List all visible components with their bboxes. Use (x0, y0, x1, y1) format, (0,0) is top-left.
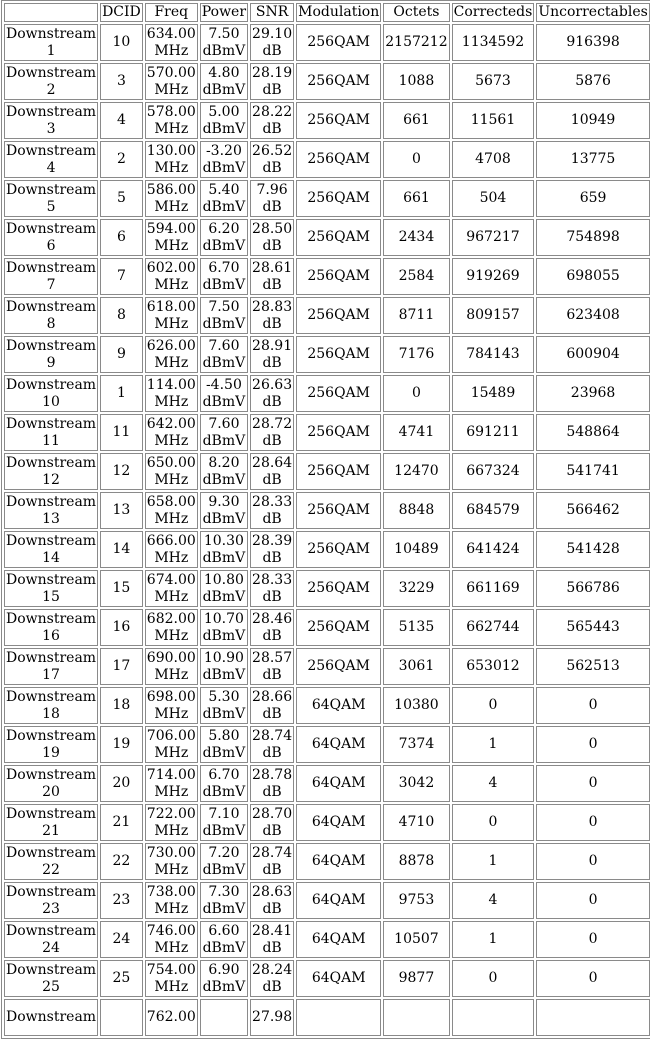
cell-uncorrectables: 566462 (536, 492, 649, 529)
cell-uncorrectables: 0 (536, 921, 649, 958)
cell-dcid: 2 (100, 141, 143, 178)
cell-power: 7.50 dBmV (200, 24, 248, 61)
cell-dcid: 7 (100, 258, 143, 295)
cell-modulation: 256QAM (296, 63, 381, 100)
table-row (4, 63, 650, 100)
cell-dcid: 15 (100, 570, 143, 607)
cell-uncorrectables: 600904 (536, 336, 649, 373)
header-snr: SNR (250, 3, 294, 22)
cell-correcteds: 0 (452, 804, 535, 841)
cell-snr: 28.64 dB (250, 453, 294, 490)
cell-channel-name: Downstream 16 (4, 609, 98, 646)
cell-uncorrectables: 0 (536, 765, 649, 802)
cell-correcteds: 504 (452, 180, 535, 217)
cell-channel-name: Downstream 1 (4, 24, 98, 61)
cell-octets: 4710 (383, 804, 449, 841)
cell-snr: 28.74 dB (250, 843, 294, 880)
cell-correcteds: 0 (452, 687, 535, 724)
cell-octets (383, 999, 449, 1036)
cell-modulation: 256QAM (296, 453, 381, 490)
cell-correcteds: 1 (452, 921, 535, 958)
cell-modulation: 256QAM (296, 258, 381, 295)
cell-octets: 3042 (383, 765, 449, 802)
cell-frequency: 666.00 MHz (145, 531, 198, 568)
cell-power: 7.60 dBmV (200, 414, 248, 451)
cell-snr: 28.33 dB (250, 492, 294, 529)
cell-power: 6.70 dBmV (200, 765, 248, 802)
cell-modulation: 256QAM (296, 102, 381, 139)
cell-correcteds: 653012 (452, 648, 535, 685)
table-row (4, 999, 650, 1036)
cell-octets: 2434 (383, 219, 449, 256)
cell-modulation: 64QAM (296, 882, 381, 919)
header-dcid: DCID (102, 4, 141, 20)
cell-octets: 10380 (383, 687, 449, 724)
cell-channel-name: Downstream 14 (4, 531, 98, 568)
cell-snr: 29.10 dB (250, 24, 294, 61)
cell-dcid: 10 (100, 24, 143, 61)
table-row (4, 921, 650, 958)
table-row (4, 843, 650, 880)
cell-snr: 28.78 dB (250, 765, 294, 802)
cell-uncorrectables: 754898 (536, 219, 649, 256)
cell-channel-name: Downstream 15 (4, 570, 98, 607)
cell-channel-name: Downstream 9 (4, 336, 98, 373)
cell-modulation: 64QAM (296, 765, 381, 802)
table-row (4, 297, 650, 334)
table-row (4, 375, 650, 412)
cell-channel-name: Downstream 6 (4, 219, 98, 256)
cell-uncorrectables: 0 (536, 882, 649, 919)
downstream-channel-table (1, 0, 650, 1039)
cell-octets: 9877 (383, 960, 449, 997)
cell-dcid: 24 (100, 921, 143, 958)
cell-uncorrectables: 0 (536, 726, 649, 763)
cell-octets: 1088 (383, 63, 449, 100)
cell-correcteds: 4708 (452, 141, 535, 178)
cell-frequency: 618.00 MHz (145, 297, 198, 334)
cell-correcteds: 15489 (452, 375, 535, 412)
cell-dcid: 9 (100, 336, 143, 373)
cell-correcteds: 1 (452, 843, 535, 880)
cell-correcteds: 691211 (452, 414, 535, 451)
cell-uncorrectables: 698055 (536, 258, 649, 295)
cell-octets: 0 (383, 375, 449, 412)
cell-frequency: 762.00 (145, 999, 198, 1036)
cell-frequency: 714.00 MHz (145, 765, 198, 802)
cell-uncorrectables: 23968 (536, 375, 649, 412)
cell-correcteds (452, 999, 535, 1036)
cell-dcid: 25 (100, 960, 143, 997)
header-octets: Octets (383, 3, 449, 22)
cell-snr: 28.72 dB (250, 414, 294, 451)
table-row (4, 765, 650, 802)
cell-snr: 28.83 dB (250, 297, 294, 334)
cell-channel-name: Downstream 22 (4, 843, 98, 880)
cell-power: 6.20 dBmV (200, 219, 248, 256)
cell-modulation: 256QAM (296, 24, 381, 61)
cell-power: -3.20 dBmV (200, 141, 248, 178)
cell-frequency: 674.00 MHz (145, 570, 198, 607)
cell-power: 5.40 dBmV (200, 180, 248, 217)
cell-octets: 7176 (383, 336, 449, 373)
cell-uncorrectables: 0 (536, 804, 649, 841)
cell-modulation: 256QAM (296, 492, 381, 529)
cell-modulation: 64QAM (296, 804, 381, 841)
cell-frequency: 594.00 MHz (145, 219, 198, 256)
cell-channel-name: Downstream (4, 999, 98, 1036)
cell-snr: 28.74 dB (250, 726, 294, 763)
cell-frequency: 746.00 MHz (145, 921, 198, 958)
cell-correcteds: 809157 (452, 297, 535, 334)
cell-channel-name: Downstream 11 (4, 414, 98, 451)
cell-dcid: 17 (100, 648, 143, 685)
cell-snr: 28.91 dB (250, 336, 294, 373)
cell-modulation: 256QAM (296, 297, 381, 334)
cell-channel-name: Downstream 3 (4, 102, 98, 139)
cell-snr: 28.61 dB (250, 258, 294, 295)
cell-frequency: 578.00 MHz (145, 102, 198, 139)
cell-frequency: 754.00 MHz (145, 960, 198, 997)
cell-snr: 28.33 dB (250, 570, 294, 607)
cell-modulation: 256QAM (296, 414, 381, 451)
table-row (4, 414, 650, 451)
cell-correcteds: 662744 (452, 609, 535, 646)
cell-channel-name: Downstream 4 (4, 141, 98, 178)
cell-frequency: 730.00 MHz (145, 843, 198, 880)
cell-uncorrectables: 548864 (536, 414, 649, 451)
cell-dcid: 14 (100, 531, 143, 568)
header-power: Power (201, 4, 247, 20)
cell-dcid: 3 (100, 63, 143, 100)
cell-modulation: 256QAM (296, 648, 381, 685)
cell-correcteds: 784143 (452, 336, 535, 373)
cell-frequency: 626.00 MHz (145, 336, 198, 373)
cell-uncorrectables: 916398 (536, 24, 649, 61)
cell-snr: 7.96 dB (250, 180, 294, 217)
cell-power: 5.30 dBmV (200, 687, 248, 724)
cell-dcid: 22 (100, 843, 143, 880)
cell-uncorrectables: 565443 (536, 609, 649, 646)
header-channel (4, 3, 98, 22)
table-row (4, 570, 650, 607)
cell-uncorrectables: 0 (536, 843, 649, 880)
cell-channel-name: Downstream 5 (4, 180, 98, 217)
cell-dcid: 11 (100, 414, 143, 451)
cell-dcid: 23 (100, 882, 143, 919)
table-row (4, 258, 650, 295)
table-row (4, 960, 650, 997)
cell-dcid: 21 (100, 804, 143, 841)
cell-frequency: 682.00 MHz (145, 609, 198, 646)
cell-modulation: 256QAM (296, 180, 381, 217)
cell-frequency: 642.00 MHz (145, 414, 198, 451)
table-row (4, 336, 650, 373)
cell-dcid: 20 (100, 765, 143, 802)
cell-uncorrectables: 10949 (536, 102, 649, 139)
cell-correcteds: 967217 (452, 219, 535, 256)
cell-modulation: 256QAM (296, 531, 381, 568)
cell-octets: 12470 (383, 453, 449, 490)
cell-frequency: 698.00 MHz (145, 687, 198, 724)
cell-power: 10.30 dBmV (200, 531, 248, 568)
table-row (4, 219, 650, 256)
cell-power: 6.70 dBmV (200, 258, 248, 295)
cell-power: 7.50 dBmV (200, 297, 248, 334)
cell-snr: 27.98 (250, 999, 294, 1036)
cell-channel-name: Downstream 20 (4, 765, 98, 802)
cell-channel-name: Downstream 18 (4, 687, 98, 724)
cell-modulation: 256QAM (296, 336, 381, 373)
cell-modulation: 256QAM (296, 375, 381, 412)
table-row (4, 726, 650, 763)
table-row (4, 882, 650, 919)
cell-snr: 28.46 dB (250, 609, 294, 646)
cell-modulation: 64QAM (296, 960, 381, 997)
cell-dcid: 19 (100, 726, 143, 763)
cell-channel-name: Downstream 19 (4, 726, 98, 763)
cell-uncorrectables: 0 (536, 687, 649, 724)
cell-dcid: 1 (100, 375, 143, 412)
cell-octets: 3229 (383, 570, 449, 607)
cell-modulation: 64QAM (296, 726, 381, 763)
cell-uncorrectables: 5876 (536, 63, 649, 100)
cell-snr: 26.52 dB (250, 141, 294, 178)
cell-snr: 28.39 dB (250, 531, 294, 568)
cell-channel-name: Downstream 2 (4, 63, 98, 100)
cell-channel-name: Downstream 25 (4, 960, 98, 997)
table-row (4, 609, 650, 646)
cell-power: -4.50 dBmV (200, 375, 248, 412)
table-header-row (4, 3, 650, 22)
cell-frequency: 738.00 MHz (145, 882, 198, 919)
cell-channel-name: Downstream 7 (4, 258, 98, 295)
cell-frequency: 602.00 MHz (145, 258, 198, 295)
cell-correcteds: 0 (452, 960, 535, 997)
table-row (4, 180, 650, 217)
cell-uncorrectables: 659 (536, 180, 649, 217)
cell-snr: 28.22 dB (250, 102, 294, 139)
table-row (4, 492, 650, 529)
cell-snr: 28.57 dB (250, 648, 294, 685)
cell-correcteds: 661169 (452, 570, 535, 607)
cell-channel-name: Downstream 24 (4, 921, 98, 958)
cell-frequency: 114.00 MHz (145, 375, 198, 412)
cell-dcid (100, 999, 143, 1036)
cell-frequency: 586.00 MHz (145, 180, 198, 217)
cell-power: 10.70 dBmV (200, 609, 248, 646)
cell-dcid: 13 (100, 492, 143, 529)
cell-octets: 8848 (383, 492, 449, 529)
cell-frequency: 722.00 MHz (145, 804, 198, 841)
cell-dcid: 12 (100, 453, 143, 490)
cell-snr: 26.63 dB (250, 375, 294, 412)
cell-octets: 661 (383, 102, 449, 139)
cell-power: 7.20 dBmV (200, 843, 248, 880)
cell-octets: 4741 (383, 414, 449, 451)
cell-correcteds: 684579 (452, 492, 535, 529)
cell-octets: 8878 (383, 843, 449, 880)
cell-correcteds: 4 (452, 882, 535, 919)
cell-octets: 5135 (383, 609, 449, 646)
cell-correcteds: 11561 (452, 102, 535, 139)
cell-power: 9.30 dBmV (200, 492, 248, 529)
cell-dcid: 6 (100, 219, 143, 256)
table-row (4, 687, 650, 724)
cell-power: 7.60 dBmV (200, 336, 248, 373)
cell-octets: 0 (383, 141, 449, 178)
cell-power: 7.30 dBmV (200, 882, 248, 919)
cell-octets: 9753 (383, 882, 449, 919)
cell-modulation: 256QAM (296, 570, 381, 607)
cell-correcteds: 1134592 (452, 24, 535, 61)
cell-octets: 10489 (383, 531, 449, 568)
cell-modulation (296, 999, 381, 1036)
cell-octets: 10507 (383, 921, 449, 958)
cell-snr: 28.41 dB (250, 921, 294, 958)
header-modulation: Modulation (298, 4, 380, 20)
cell-snr: 28.70 dB (250, 804, 294, 841)
cell-power: 8.20 dBmV (200, 453, 248, 490)
table-row (4, 531, 650, 568)
cell-power: 5.80 dBmV (200, 726, 248, 763)
cell-channel-name: Downstream 23 (4, 882, 98, 919)
table-row (4, 24, 650, 61)
cell-channel-name: Downstream 10 (4, 375, 98, 412)
header-freq: Freq (145, 3, 198, 22)
cell-correcteds: 641424 (452, 531, 535, 568)
cell-uncorrectables: 13775 (536, 141, 649, 178)
cell-uncorrectables: 0 (536, 960, 649, 997)
table-row (4, 804, 650, 841)
header-correcteds: Correcteds (453, 4, 533, 20)
cell-frequency: 570.00 MHz (145, 63, 198, 100)
cell-dcid: 18 (100, 687, 143, 724)
cell-channel-name: Downstream 17 (4, 648, 98, 685)
cell-octets: 661 (383, 180, 449, 217)
cell-channel-name: Downstream 8 (4, 297, 98, 334)
table-row (4, 102, 650, 139)
cell-correcteds: 667324 (452, 453, 535, 490)
cell-uncorrectables (536, 999, 649, 1036)
cell-uncorrectables: 541741 (536, 453, 649, 490)
header-uncorrectables: Uncorrectables (538, 4, 648, 20)
cell-modulation: 64QAM (296, 843, 381, 880)
cell-frequency: 650.00 MHz (145, 453, 198, 490)
cell-channel-name: Downstream 21 (4, 804, 98, 841)
cell-modulation: 256QAM (296, 141, 381, 178)
cell-dcid: 4 (100, 102, 143, 139)
cell-uncorrectables: 541428 (536, 531, 649, 568)
cell-dcid: 5 (100, 180, 143, 217)
cell-frequency: 706.00 MHz (145, 726, 198, 763)
cell-correcteds: 4 (452, 765, 535, 802)
cell-snr: 28.66 dB (250, 687, 294, 724)
cell-octets: 2157212 (383, 24, 449, 61)
cell-uncorrectables: 566786 (536, 570, 649, 607)
cell-channel-name: Downstream 12 (4, 453, 98, 490)
cell-uncorrectables: 623408 (536, 297, 649, 334)
cell-correcteds: 1 (452, 726, 535, 763)
cell-frequency: 634.00 MHz (145, 24, 198, 61)
cell-snr: 28.50 dB (250, 219, 294, 256)
cell-octets: 3061 (383, 648, 449, 685)
cell-correcteds: 919269 (452, 258, 535, 295)
cell-octets: 8711 (383, 297, 449, 334)
cell-frequency: 658.00 MHz (145, 492, 198, 529)
cell-channel-name: Downstream 13 (4, 492, 98, 529)
cell-correcteds: 5673 (452, 63, 535, 100)
cell-power: 4.80 dBmV (200, 63, 248, 100)
table-row (4, 648, 650, 685)
cell-modulation: 64QAM (296, 921, 381, 958)
cell-snr: 28.24 dB (250, 960, 294, 997)
cell-power: 10.90 dBmV (200, 648, 248, 685)
cell-frequency: 130.00 MHz (145, 141, 198, 178)
cell-modulation: 256QAM (296, 609, 381, 646)
cell-modulation: 64QAM (296, 687, 381, 724)
table-row (4, 141, 650, 178)
cell-octets: 2584 (383, 258, 449, 295)
cell-modulation: 256QAM (296, 219, 381, 256)
cell-dcid: 8 (100, 297, 143, 334)
cell-power: 5.00 dBmV (200, 102, 248, 139)
cell-power: 7.10 dBmV (200, 804, 248, 841)
cell-snr: 28.19 dB (250, 63, 294, 100)
cell-dcid: 16 (100, 609, 143, 646)
cell-power: 10.80 dBmV (200, 570, 248, 607)
cell-snr: 28.63 dB (250, 882, 294, 919)
cell-frequency: 690.00 MHz (145, 648, 198, 685)
cell-uncorrectables: 562513 (536, 648, 649, 685)
table-row (4, 453, 650, 490)
cell-power (200, 999, 248, 1036)
cell-octets: 7374 (383, 726, 449, 763)
cell-power: 6.60 dBmV (200, 921, 248, 958)
cell-power: 6.90 dBmV (200, 960, 248, 997)
